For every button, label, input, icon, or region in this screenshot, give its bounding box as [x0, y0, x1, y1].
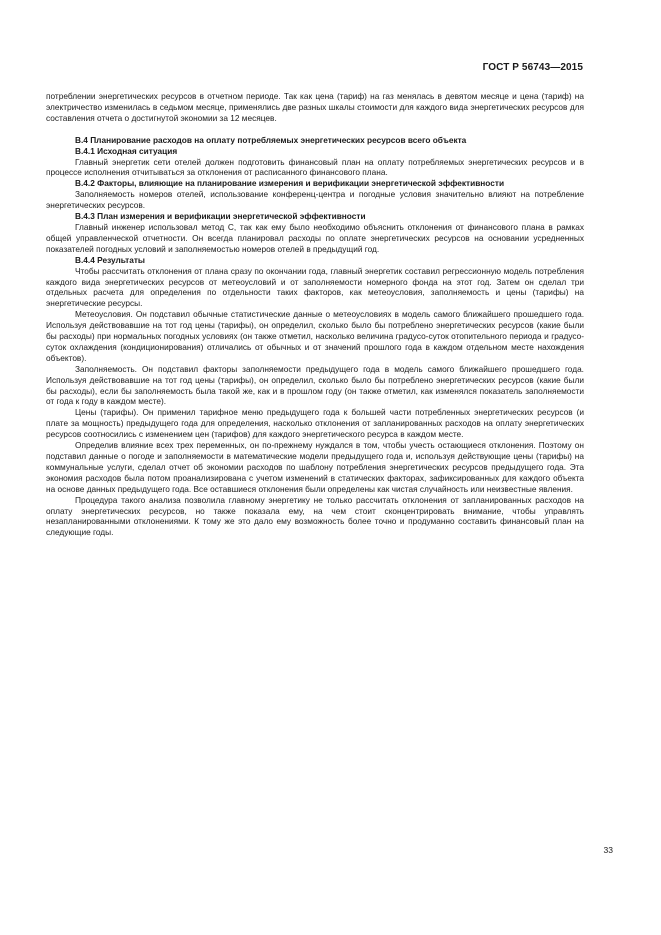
standard-code-header: ГОСТ Р 56743—2015	[482, 62, 583, 73]
subsection-heading-b44: В.4.4 Результаты	[75, 254, 145, 265]
paragraph-b41: Главный энергетик сети отелей должен подготовить финансовый план на оплату потребляемых энергетических ресурсов и в процессе исполнения отчитываться за отклонения от расписанного финансового плана.	[46, 156, 584, 178]
subsection-heading-b42: В.4.2 Факторы, влияющие на планирование измерения и верификации энергетической эффективности	[75, 178, 505, 189]
subsection-heading-b43: В.4.3 План измерения и верификации энергетической эффективности	[75, 211, 366, 222]
paragraph-b44-4: Цены (тарифы). Он применил тарифное меню предыдущего года к большей части потребленных энергетических ресурсов (и плате за мощность) предыдущего года для определения, насколько отклонения от запланированных расходов на оплату энергетических ресурсов соотносились с изменением цен (тарифов) для каждого энергетического ресурса в каждом месте.	[46, 407, 584, 440]
paragraph-b42: Заполняемость номеров отелей, использование конференц-центра и погодные условия значительно влияют на потребление энергетических ресурсов.	[46, 189, 584, 211]
paragraph-b44-6: Процедура такого анализа позволила главному энергетику не только рассчитать отклонения от запланированных расходов на оплату энергетических ресурсов, но также показала ему, на чем стоит сконцентрировать внимание, чтобы управлять незапланированными отклонениями. К тому же это дало ему возможность более точно и продуманно составить финансовый план на следующие годы.	[46, 494, 584, 538]
intro-paragraph: потреблении энергетических ресурсов в отчетном периоде. Так как цена (тариф) на газ менялась в девятом месяце и цена (тариф) на электричество изменилась в седьмом месяце, применялись две разных шкалы стоимости для каждого вида энергетических ресурсов для составления отчета о достигнутой экономии за 12 месяцев.	[46, 91, 584, 123]
paragraph-b44-3: Заполняемость. Он подставил факторы заполняемости предыдущего года в модель самого ближайшего прошедшего года. Используя действовавшие на тот год цены (тарифы), он определил, сколько было бы потреблено энергетических ресурсов (какие были бы расходы), если бы заполняемость была такой же, как и в прошлом году (он также отметил, как изменялся показатель заполняемости от года к году в каждом месте).	[46, 363, 584, 407]
paragraph-b43: Главный инженер использовал метод С, так как ему было необходимо объяснить отклонения от финансового плана в рамках общей управленческой отчетности. Он всегда планировал расходы по оплате энергетических ресурсов на основании усредненных показателей погодных условий и заполняемостью номеров отелей в предыдущий год.	[46, 221, 584, 254]
subsection-heading-b41: В.4.1 Исходная ситуация	[75, 145, 178, 156]
paragraph-b44-2: Метеоусловия. Он подставил обычные статистические данные о метеоусловиях в модель самого ближайшего прошедшего года. Используя действовавшие на тот год цены (тарифы), он определил, сколько было бы потреблено энергетических ресурсов (какие были бы расходы) при нормальных погодных условиях (он также отметил, насколько величина градусо-суток отопительного периода и градусо-суток охлаждения (кондиционирования) отличались от обычных и от значений прошлого года в каждом отдельном месте нахождения объектов).	[46, 309, 584, 363]
page-number: 33	[603, 845, 613, 855]
paragraph-b44-5: Определив влияние всех трех переменных, он по-прежнему нуждался в том, чтобы учесть остающиеся отклонения. Поэтому он подставил данные о погоде и заполняемости в математические модели предыдущего года и, используя действующие цены (тарифы) на коммунальные услуги, сделал отчет об экономии расходов по шаблону потребления энергетических ресурсов предыдущего года. Эта экономия расходов была потом проанализирована с учетом изменений в статических факторах, зафиксированных для каждого объекта на основе данных предыдущего года. Все оставшиеся отклонения были определены как чистая случайность или неизвестные явления.	[46, 440, 584, 494]
section-heading-b4: В.4 Планирование расходов на оплату потребляемых энергетических ресурсов всего объекта	[75, 134, 467, 145]
document-body	[46, 91, 584, 538]
paragraph-b44-1: Чтобы рассчитать отклонения от плана сразу по окончании года, главный энергетик составил регрессионную модель потребления каждого вида энергетических ресурсов от метеоусловий и от заполняемости номерного фонда на этот год. Затем он сделал три отдельных расчета для определения по отдельности таких факторов, как метеоусловия, заполняемость и цены (тарифы) на энергетические ресурсы.	[46, 265, 584, 309]
